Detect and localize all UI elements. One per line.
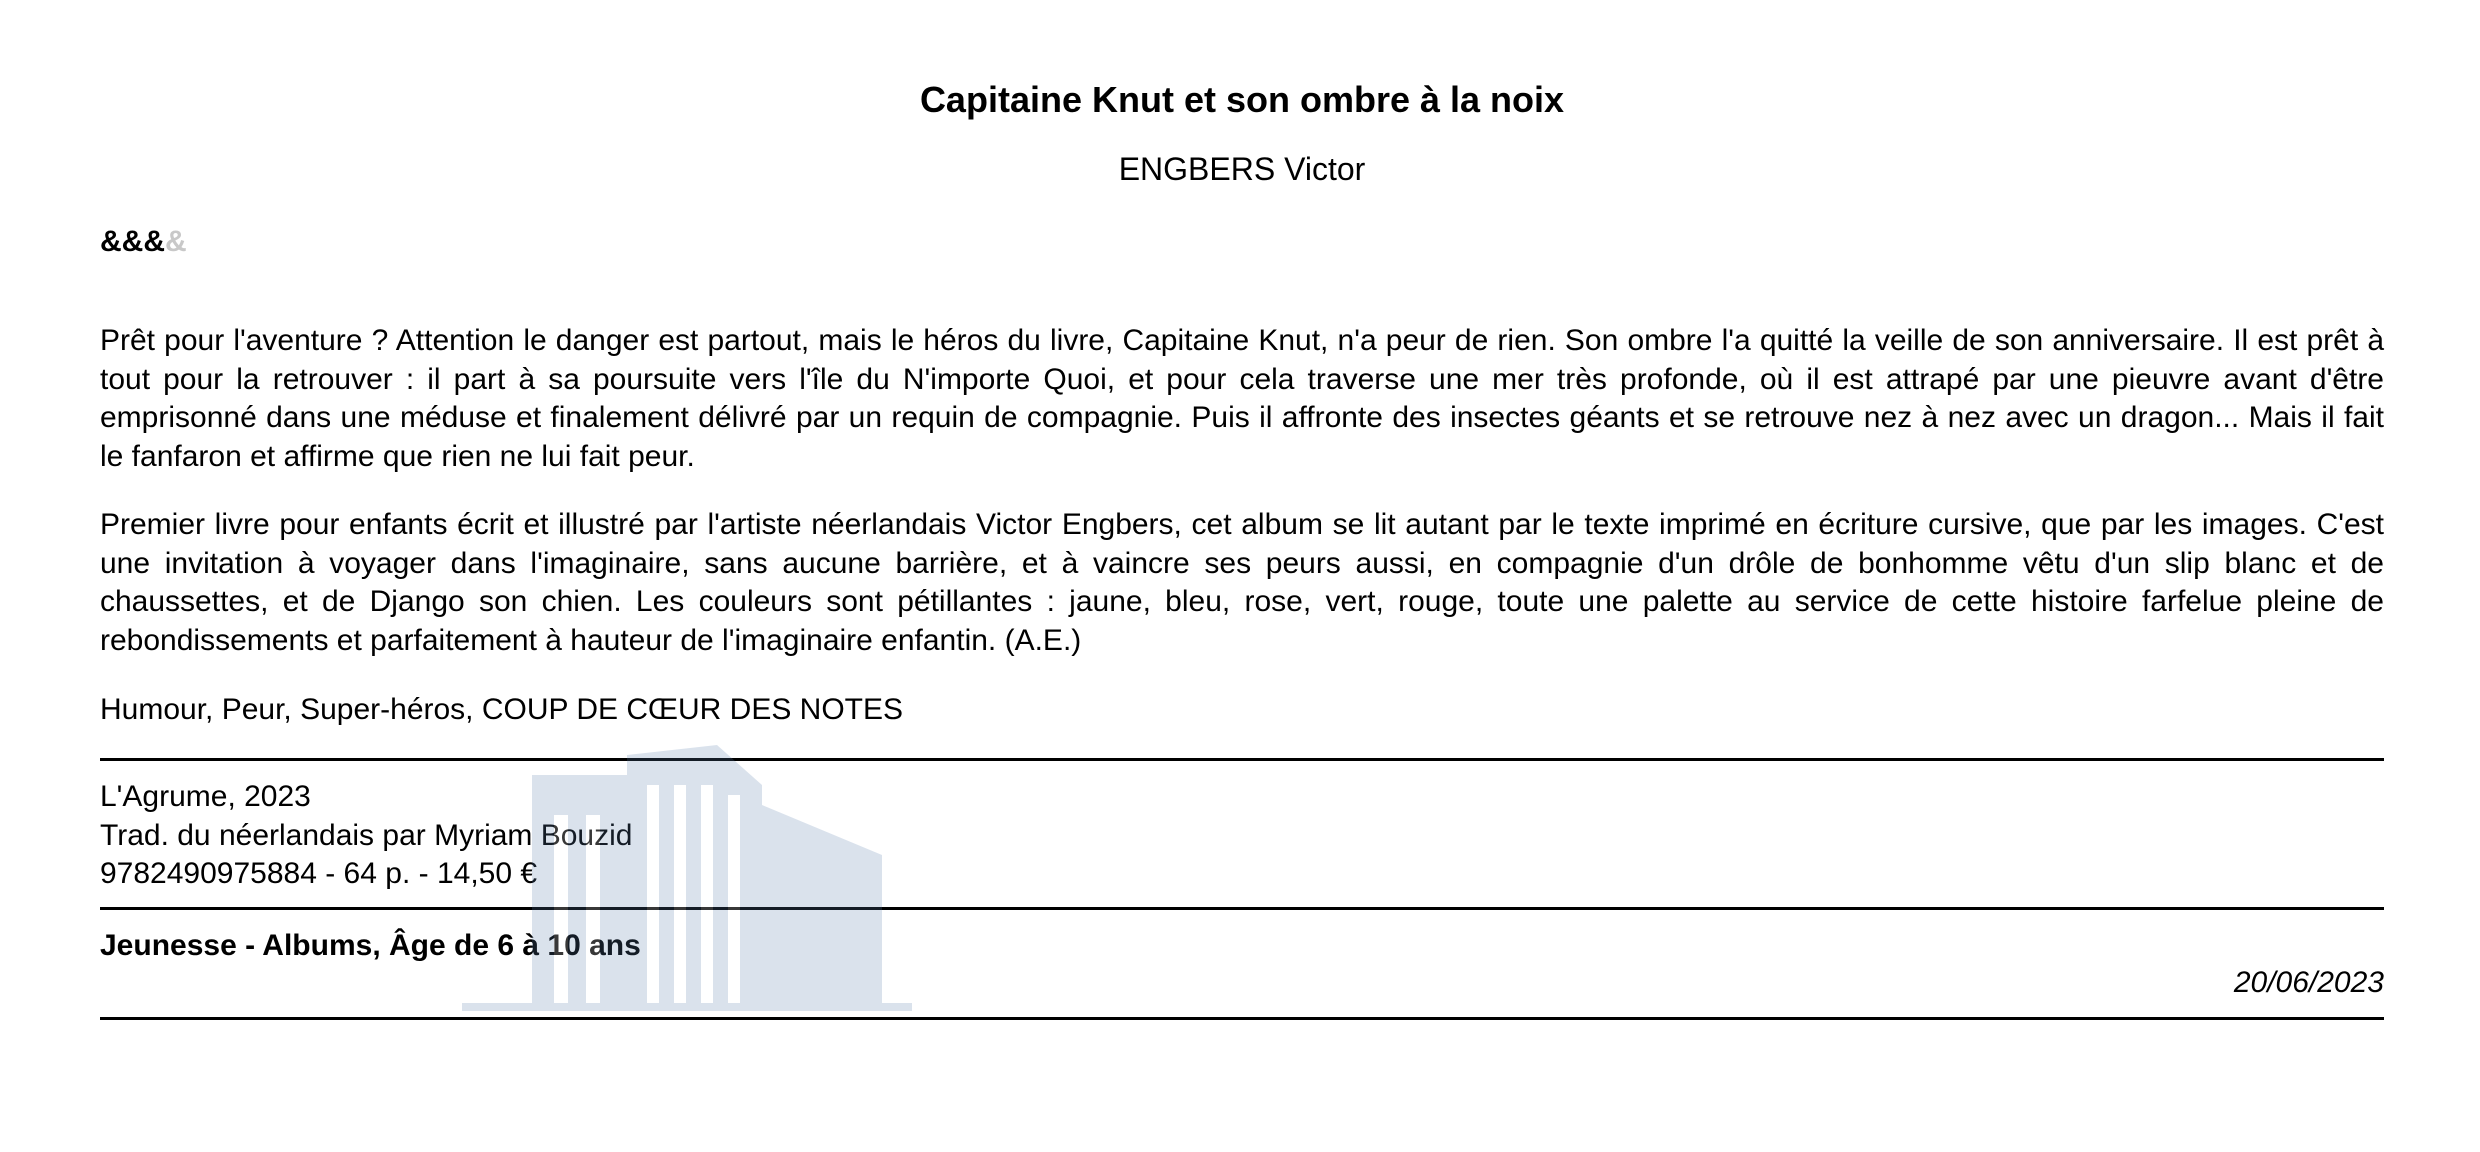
book-review-sheet [100, 0, 2384, 1152]
category-label: Jeunesse - Albums, Âge de 6 à 10 ans [100, 929, 641, 962]
keyword-tags: Humour, Peur, Super-héros, COUP DE CŒUR DES NOTES [100, 693, 904, 726]
review-date: 20/06/2023 [2233, 966, 2384, 999]
publisher-year: L'Agrume, 2023 [100, 780, 311, 813]
isbn-pages-price: 9782490975884 - 64 p. - 14,50 € [100, 857, 538, 890]
divider-middle [100, 907, 2384, 910]
book-title: Capitaine Knut et son ombre à la noix [919, 79, 1565, 120]
publication-info [100, 778, 632, 894]
rating-filled: &&& [100, 225, 165, 258]
rating [100, 222, 187, 262]
book-author: ENGBERS Victor [1118, 151, 1366, 187]
divider-top [100, 758, 2384, 761]
rating-empty: & [165, 225, 187, 258]
divider-bottom [100, 1017, 2384, 1020]
review-paragraph: Premier livre pour enfants écrit et illustré par l'artiste néerlandais Victor Engbers, cet album se lit autant par le texte imprimé en écriture cursive, que par les images. C'est une invitation à voyager dans l'imaginaire, sans aucune barrière, et à vaincre ses peurs aussi, en compagnie d'un drôle de bonhomme vêtu d'un slip blanc et de chaussettes, et de Django son chien. Les couleurs sont pétillantes : jaune, bleu, rose, vert, rouge, toute une palette au service de cette histoire farfelue pleine de rebondissements et parfaitement à hauteur de l'imaginaire enfantin. (A.E.) [100, 508, 2384, 657]
translation-credit: Trad. du néerlandais par Myriam Bouzid [100, 818, 633, 852]
summary-paragraph: Prêt pour l'aventure ? Attention le danger est partout, mais le héros du livre, Capitaine Knut, n'a peur de rien. Son ombre l'a quitté la veille de son anniversaire. Il est prêt à tout pour la retrouver : il part à sa poursuite vers l'île du N'importe Quoi, et pour cela traverse une mer très profonde, où il est attrapé par une pieuvre avant d'être emprisonné dans une méduse et finalement délivré par un requin de compagnie. Puis il affronte des insectes géants et se retrouve nez à nez avec un dragon... Mais il fait le fanfaron et affirme que rien ne lui fait peur. [100, 324, 2384, 473]
